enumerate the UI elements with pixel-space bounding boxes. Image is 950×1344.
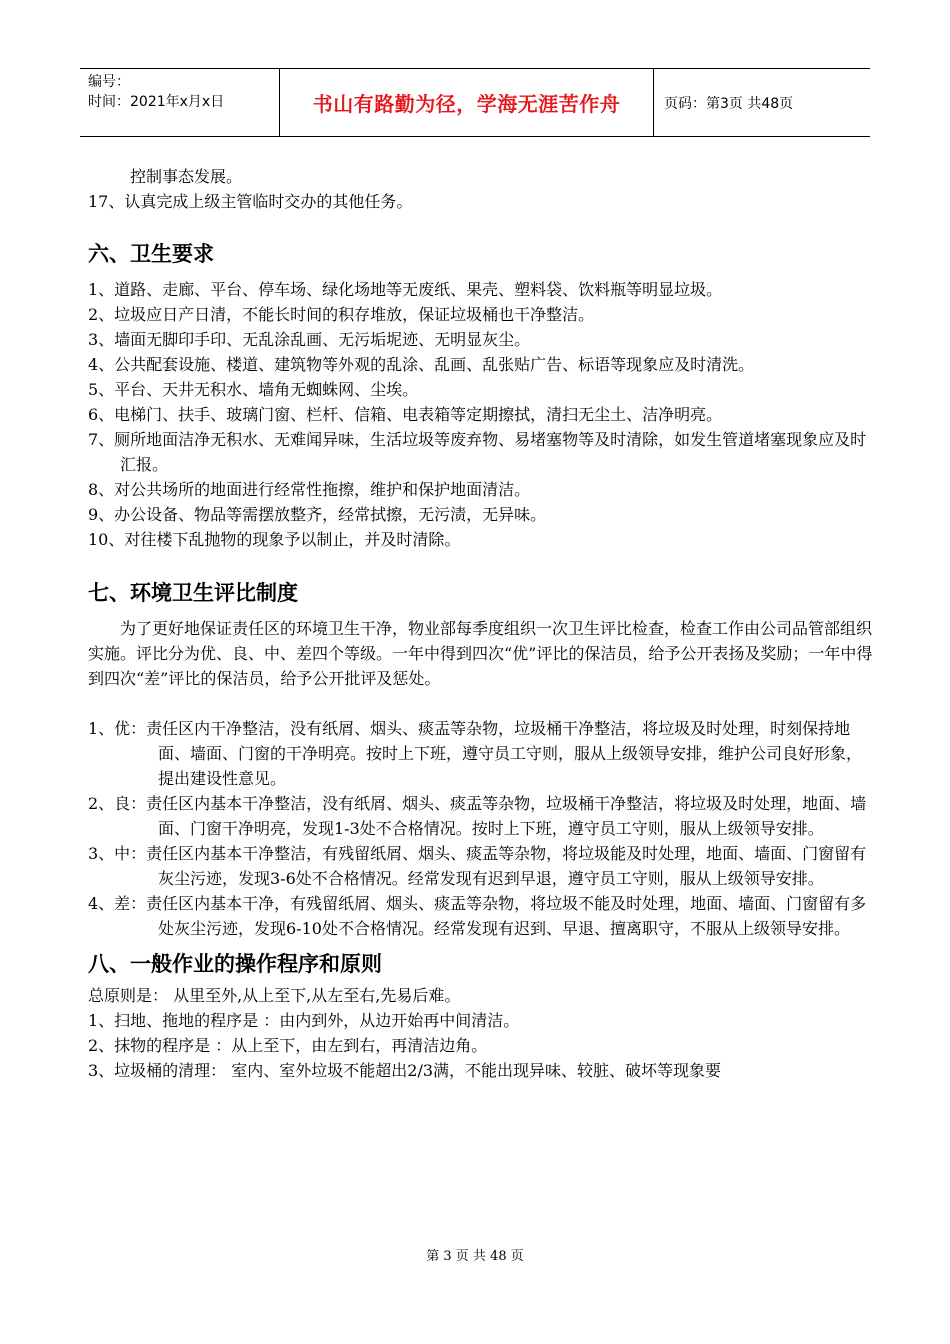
list-item: 7、厕所地面洁净无积水、无难闻异味，生活垃圾等废弃物、易堵塞物等及时清除，如发生管道堵塞现象应及时汇报。 (88, 430, 867, 474)
grade-item: 4、差：责任区内基本干净，有残留纸屑、烟头、痰盂等杂物，将垃圾不能及时处理，地面、墙面、门窗留有多处灰尘污迹，发现6-10处不合格情况。经常发现有迟到、早退、擅离职守，不服从上级领导安排。 (88, 894, 867, 938)
doc-date: 时间：2021年x月x日 (88, 94, 225, 110)
list-item: 5、平台、天井无积水、墙角无蜘蛛网、尘埃。 (88, 380, 419, 399)
section-paragraph: 为了更好地保证责任区的环境卫生干净，物业部每季度组织一次卫生评比检查，检查工作由公司品管部组织实施。评比分为优、良、中、差四个等级。一年中得到四次“优”评比的保洁员，给予公开表扬及奖励；一年中得到四次“差”评比的保洁员，给予公开批评及惩处。 (88, 619, 873, 688)
list-item: 2、垃圾应日产日清，不能长时间的积存堆放，保证垃圾桶也干净整洁。 (88, 305, 595, 324)
list-item: 9、办公设备、物品等需摆放整齐，经常拭擦，无污渍，无异味。 (88, 505, 547, 524)
continued-line: 控制事态发展。 (130, 167, 243, 186)
list-item: 1、扫地、拖地的程序是 ：由内到外，从边开始再中间清洁。 (88, 1011, 520, 1030)
section-heading: 八、一般作业的操作程序和原则 (88, 952, 382, 976)
grade-item: 1、优：责任区内干净整洁，没有纸屑、烟头、痰盂等杂物，垃圾桶干净整洁，将垃圾及时处理，时刻保持地面、墙面、门窗的干净明亮。按时上下班，遵守员工守则，服从上级领导安排，维护公司良好形象，提出建设性意见。 (88, 719, 863, 788)
section-heading: 七、环境卫生评比制度 (88, 581, 298, 605)
list-item: 10、对往楼下乱抛物的现象予以制止，并及时清除。 (88, 530, 461, 549)
page-footer: 第 3 页 共 48 页 (426, 1249, 524, 1264)
document-body (88, 164, 873, 1083)
doc-number-label: 编号： (88, 74, 130, 90)
list-item: 3、垃圾桶的清理： 室内、室外垃圾不能超出2/3满，不能出现异味、较脏、破坏等现象要 (88, 1061, 722, 1080)
grade-item: 3、中：责任区内基本干净整洁，有残留纸屑、烟头、痰盂等杂物，将垃圾能及时处理，地面、墙面、门窗留有灰尘污迹，发现3-6处不合格情况。经常发现有迟到早退，遵守员工守则，服从上级领导安排。 (88, 844, 867, 888)
grade-item: 2、良：责任区内基本干净整洁，没有纸屑、烟头、痰盂等杂物，垃圾桶干净整洁，将垃圾及时处理，地面、墙面、门窗干净明亮，发现1-3处不合格情况。按时上下班，遵守员工守则，服从上级领导安排。 (88, 794, 867, 838)
list-item: 4、公共配套设施、楼道、建筑物等外观的乱涂、乱画、乱张贴广告、标语等现象应及时清洗。 (88, 355, 755, 374)
header-meta (80, 69, 280, 136)
list-item: 8、对公共场所的地面进行经常性拖擦，维护和保护地面清洁。 (88, 480, 531, 499)
continued-item: 17、认真完成上级主管临时交办的其他任务。 (88, 192, 413, 211)
list-item: 3、墙面无脚印手印、无乱涂乱画、无污垢坭迹、无明显灰尘。 (88, 330, 531, 349)
header-page-info: 页码：第3页 共48页 (664, 95, 794, 112)
list-item: 总原则是： 从里至外,从上至下,从左至右,先易后难。 (88, 986, 461, 1005)
header-motto: 书山有路勤为径，学海无涯苦作舟 (280, 69, 654, 136)
section-heading: 六、卫生要求 (88, 242, 214, 266)
list-item: 6、电梯门、扶手、玻璃门窗、栏杆、信箱、电表箱等定期擦拭，清扫无尘土、洁净明亮。 (88, 405, 723, 424)
page-header (80, 68, 870, 137)
list-item: 1、道路、走廊、平台、停车场、绿化场地等无废纸、果壳、塑料袋、饮料瓶等明显垃圾。 (88, 280, 723, 299)
list-item: 2、抹物的程序是 ：从上至下，由左到右，再清洁边角。 (88, 1036, 488, 1055)
